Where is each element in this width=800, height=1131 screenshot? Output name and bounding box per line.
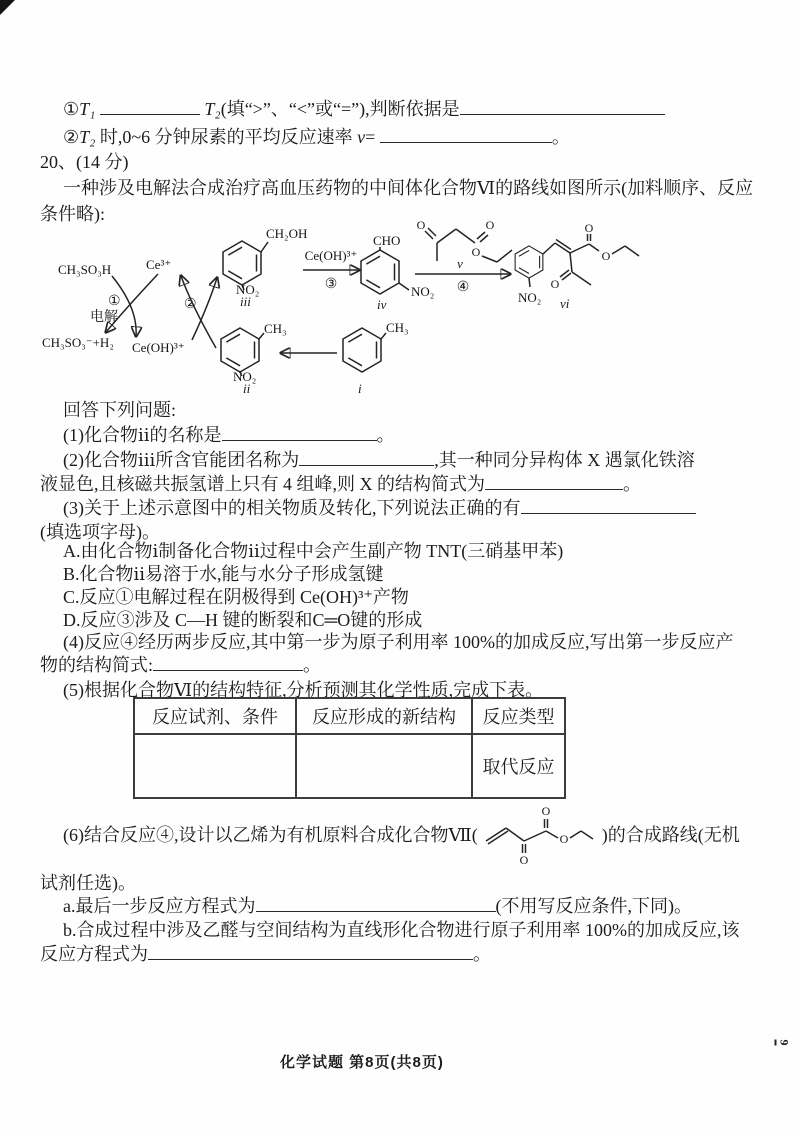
step-3-circle: ③ <box>324 277 338 292</box>
no2-group: NO₂ <box>233 369 257 384</box>
compound-iii-label: iii <box>240 294 251 309</box>
question-3-line-1 <box>63 497 696 519</box>
question-6b-line-2-text: 反应方程式为 <box>40 944 148 964</box>
answer-blank <box>222 425 377 441</box>
prev-question-line-2 <box>63 126 570 148</box>
oxygen-atom: O <box>485 218 495 232</box>
question-3-line-2: (填选项字母)。 <box>40 522 160 542</box>
period: 。 <box>376 425 395 445</box>
question-6a-note: (不用写反应条件,下同)。 <box>495 896 692 916</box>
no2-group: NO₂ <box>236 282 260 297</box>
circled-1: ① <box>63 99 80 119</box>
question-2-text: (2)化合物ⅲ所含官能团名称为 <box>63 450 300 470</box>
period: 。 <box>303 655 322 675</box>
compound-i-structure <box>343 328 386 372</box>
ch3-group: CH₃ <box>264 321 287 336</box>
compound-ii-label: ii <box>243 381 251 396</box>
compound-iv-label: iv <box>377 297 387 312</box>
table-cell-reagent <box>134 734 296 798</box>
no2-group: NO₂ <box>411 284 435 299</box>
step-4-circle: ④ <box>456 280 470 295</box>
compound-iv-structure <box>361 247 409 294</box>
oxygen-atom: O <box>471 245 481 259</box>
table-cell-reaction-type: 取代反应 <box>472 734 565 798</box>
cho-group: CHO <box>373 233 401 248</box>
question-6-line-2: 试剂任选)。 <box>40 873 136 893</box>
question-6a <box>63 895 692 917</box>
question-20-header: 20、(14 分) <box>40 152 129 172</box>
question-20-intro-line-2: 条件略): <box>40 204 105 224</box>
compound-i-label: i <box>358 381 362 396</box>
question-6b-line-1: b.合成过程中涉及乙醛与空间结构为直线形化合物进行原子利用率 100%的加成反应,该 <box>63 920 740 940</box>
answer-blank <box>100 99 200 115</box>
question-20-intro-line-1: 一种涉及电解法合成治疗高血压药物的中间体化合物Ⅵ的路线如图所示(加料顺序、反应 <box>63 178 754 198</box>
question-1-text: (1)化合物ⅱ的名称是 <box>63 425 222 445</box>
question-2-line-1 <box>63 449 695 471</box>
cycle-arrows-step2 <box>181 276 217 348</box>
table-cell-new-structure <box>296 734 472 798</box>
answer-prompt: 回答下列问题: <box>63 400 177 420</box>
question-1 <box>63 424 395 446</box>
step-1-circle: ① <box>108 294 121 309</box>
ce-oh-ion-formula: Ce(OH)³⁺ <box>132 340 185 355</box>
answer-blank <box>299 450 434 466</box>
reaction-scheme <box>40 212 760 407</box>
oxygen-atom: O <box>541 804 551 818</box>
scan-corner-artifact <box>0 0 15 15</box>
oxygen-atom: O <box>559 832 569 846</box>
v-symbol: v <box>357 127 366 147</box>
equals-sign: = <box>365 127 376 147</box>
no2-group: NO₂ <box>518 290 542 305</box>
prev-question-line-1 <box>63 98 665 120</box>
question-2-text-cont: ,其一种同分异构体 X 遇氯化铁溶 <box>434 450 695 470</box>
compound-vi-label: vi <box>560 296 570 311</box>
option-b: B.化合物ⅱ易溶于水,能与水分子形成氢键 <box>63 564 384 584</box>
answer-blank <box>148 944 473 960</box>
question-2-line-2-text: 液显色,且核磁共振氢谱上只有 4 组峰,则 X 的结构简式为 <box>40 474 485 494</box>
question-6-text-cont: )的合成路线(无机 <box>601 825 740 845</box>
oxygen-atom: O <box>519 853 529 866</box>
methanesulfonic-acid-formula: CH₃SO₃H <box>58 262 112 277</box>
answer-blank <box>256 896 496 912</box>
table-header-row <box>134 698 565 734</box>
ce3-ion-formula: Ce³⁺ <box>146 257 172 272</box>
oxygen-atom: O <box>584 221 594 235</box>
t1-symbol: T₁ <box>79 99 96 119</box>
table-header-reaction-type: 反应类型 <box>472 698 565 734</box>
t2-symbol: T₂ <box>79 127 96 147</box>
step-2-circle: ② <box>184 297 197 312</box>
question-5-table <box>133 697 566 799</box>
oxygen-atom: O <box>416 218 426 232</box>
answer-blank <box>380 127 552 143</box>
page-footer: 化学试题 第8页(共8页) <box>280 1054 444 1071</box>
table-header-reagent: 反应试剂、条件 <box>134 698 296 734</box>
arrow3-reagent: Ce(OH)³⁺ <box>304 248 358 263</box>
question-4-line-2-text: 物的结构简式: <box>40 655 154 675</box>
answer-blank <box>460 99 665 115</box>
compound-vii-structure <box>480 802 600 866</box>
option-d: D.反应③涉及 C—H 键的断裂和C═O键的形成 <box>63 610 423 630</box>
period: 。 <box>551 127 570 147</box>
oxygen-atom: O <box>601 249 611 263</box>
question-5: (5)根据化合物Ⅵ的结构特征,分析预测其化学性质,完成下表。 <box>63 680 544 700</box>
option-c: C.反应①电解过程在阴极得到 Ce(OH)³⁺产物 <box>63 587 409 607</box>
option-a: A.由化合物ⅰ制备化合物ⅱ过程中会产生副产物 TNT(三硝基甲苯) <box>63 541 564 561</box>
question-6a-text: a.最后一步反应方程式为 <box>63 896 256 916</box>
scan-edge-mark: 9 <box>775 1040 792 1046</box>
question-2-line-2 <box>40 473 641 495</box>
t2-symbol: T₂ <box>204 99 221 119</box>
compound-vi-structure <box>515 234 639 287</box>
compound-v-label: v <box>457 256 463 271</box>
compound-vii-bonds <box>486 819 593 853</box>
period: 。 <box>623 474 641 494</box>
table-body-row <box>134 734 565 798</box>
reaction-scheme-svg <box>40 212 760 402</box>
circled-2: ② <box>63 127 80 147</box>
table-header-new-structure: 反应形成的新结构 <box>296 698 472 734</box>
answer-blank <box>153 655 303 671</box>
line1-text: (填“>”、“<”或“=”),判断依据是 <box>220 99 460 119</box>
oxygen-atom: O <box>550 277 560 291</box>
ch3-group: CH₃ <box>386 320 409 335</box>
question-6-line-1 <box>63 801 740 867</box>
question-4-line-1: (4)反应④经历两步反应,其中第一步为原子利用率 100%的加成反应,写出第一步反应产 <box>63 632 734 652</box>
methanesulfonate-hydrogen-formula: CH₃SO₃⁻+H₂ <box>42 335 114 350</box>
question-6b-line-2 <box>40 943 491 965</box>
ch2oh-group: CH₂OH <box>266 226 308 241</box>
line2-text: 时,0~6 分钟尿素的平均反应速率 <box>95 127 358 147</box>
period: 。 <box>473 944 491 964</box>
answer-blank <box>485 474 623 490</box>
question-4-line-2 <box>40 654 321 676</box>
compound-v-structure <box>425 228 512 262</box>
question-3-text: (3)关于上述示意图中的相关物质及转化,下列说法正确的有 <box>63 498 521 518</box>
electrolysis-label: 电解 <box>90 310 118 325</box>
answer-blank <box>521 498 696 514</box>
question-6-text: (6)结合反应④,设计以乙烯为有机原料合成化合物Ⅶ( <box>63 825 478 845</box>
